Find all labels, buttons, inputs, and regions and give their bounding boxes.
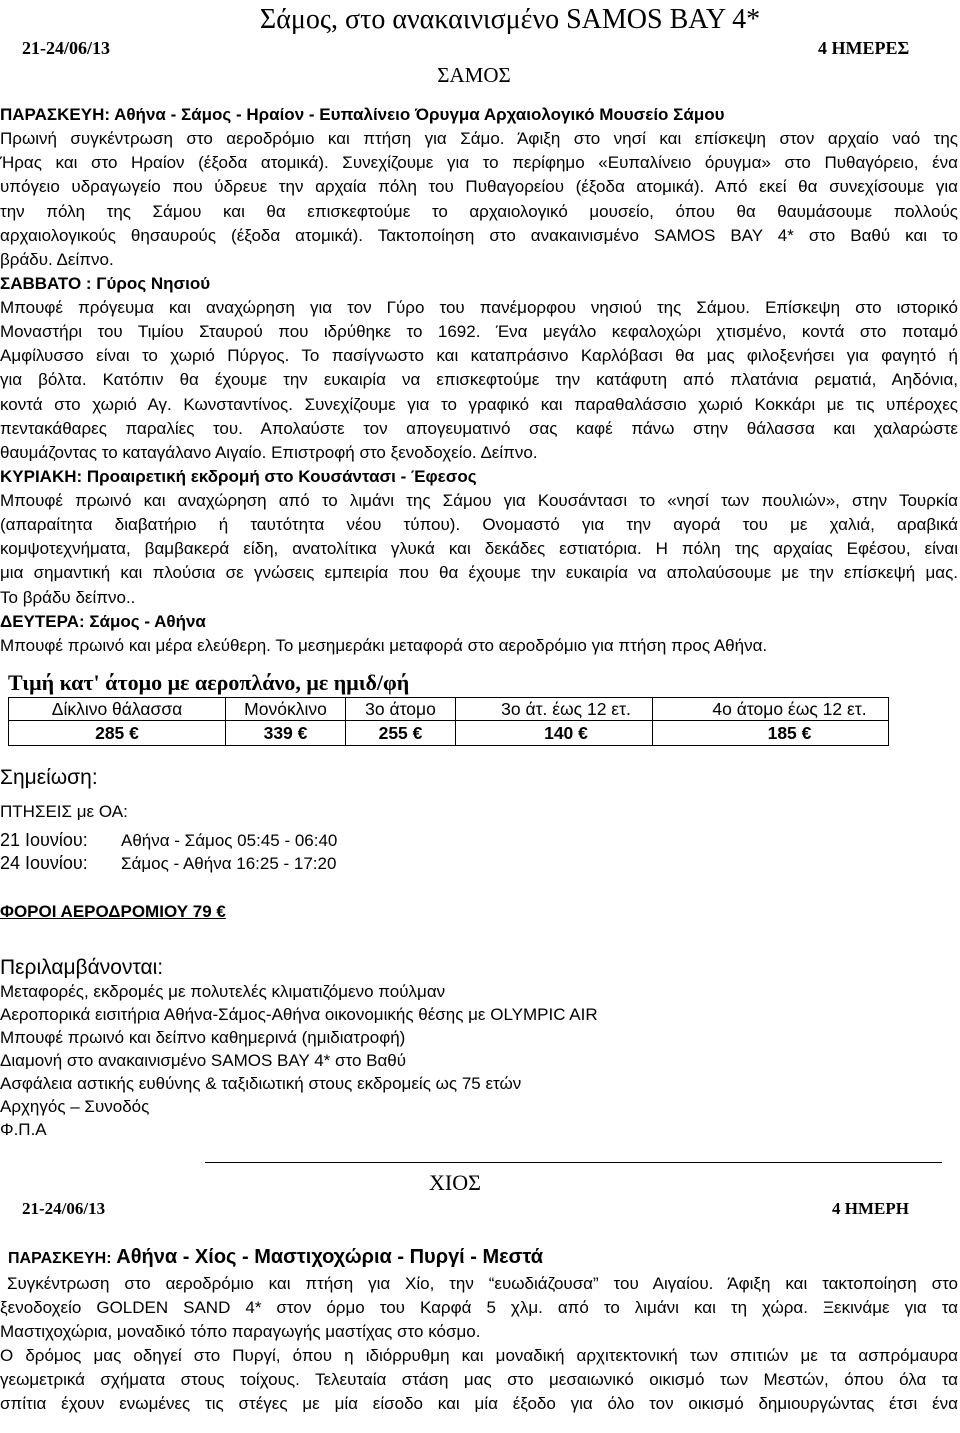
itinerary-line: κομψοτεχνήματα, βαμβακερά είδη, ανατολίτικα γλυκά και δεκάδες εστιατόρια. Η πόλη της αρχαίας Εφέσου, είναι xyxy=(0,539,958,559)
flight-date: 21 Ιουνίου: xyxy=(0,830,88,850)
airport-taxes: ΦΟΡΟΙ ΑΕΡΟΔΡΟΜΙΟΥ 79 € xyxy=(0,902,226,921)
chios-day-heading xyxy=(8,1243,543,1273)
itinerary-line: ξενοδοχείο GOLDEN SAND 4* στον όρμο του Καρφά 5 χλμ. από το λιμάνι και τη χώρα. Ξεκινάμε για τα xyxy=(0,1298,958,1317)
price-cell: 185 € xyxy=(653,721,889,746)
chios-duration: 4 ΗΜΕΡΗ xyxy=(832,1199,909,1218)
samos-itinerary xyxy=(0,103,958,658)
list-item: Φ.Π.Α xyxy=(0,1120,47,1139)
itinerary-line: βράδυ. Δείπνο. xyxy=(0,249,114,269)
samos-duration: 4 ΗΜΕΡΕΣ xyxy=(818,38,910,58)
price-cell: 140 € xyxy=(456,721,653,746)
itinerary-line: υπόγειο υδραγωγείο που ύδρευε την αρχαία πόλη του Πυθαγορείου (έξοδα ατομικά). Από εκεί θα συνεχίσουμε για xyxy=(0,177,958,197)
price-header-row xyxy=(9,698,889,721)
price-column-header: Δίκλινο θάλασσα xyxy=(9,698,226,721)
itinerary-line: Το βράδυ δείπνο.. xyxy=(0,587,136,607)
price-column-header: 3ο άτ. έως 12 ετ. xyxy=(456,698,653,721)
list-item: Αρχηγός – Συνοδός xyxy=(0,1097,150,1116)
day-heading-sunday: ΚΥΡΙΑΚΗ: Προαιρετική εκδρομή στο Κουσάντασι - Έφεσος xyxy=(0,466,477,486)
itinerary-line: την πόλη της Σάμου και θα επισκεφτούμε το αρχαιολογικό μουσείο, όπου θα θαυμάσουμε πολλούς xyxy=(0,201,958,221)
included-label: Περιλαμβάνονται: xyxy=(0,956,164,979)
note-label: Σημείωση: xyxy=(0,766,98,789)
itinerary-line: κοντά στο χωριό Αγ. Κωνσταντίνος. Συνεχίζουμε για το γραφικό και παραθαλάσσιο χωριό Κοκκάρι με τις υπέροχες xyxy=(0,394,958,414)
flight-route: Σάμος - Αθήνα 16:25 - 17:20 xyxy=(121,854,337,873)
itinerary-line: θαυμάζοντας το καταγάλανο Αιγαίο. Επιστροφή στο ξενοδοχείο. Δείπνο. xyxy=(0,442,538,462)
flight-date: 24 Ιουνίου: xyxy=(0,853,88,873)
itinerary-line: Μπουφέ πρωινό και αναχώρηση από το λιμάνι της Σάμου για Κουσάντασι το «νησί των πουλιών», στην Τουρκία xyxy=(0,491,958,510)
itinerary-line: Μπουφέ πρωινό και μέρα ελεύθερη. Το μεσημεράκι μεταφορά στο αεροδρόμιο για πτήση προς Αθήνα. xyxy=(0,635,768,655)
list-item: Μεταφορές, εκδρομές με πολυτελές κλιματιζόμενο πούλμαν xyxy=(0,982,446,1001)
list-item: Αεροπορικά εισιτήρια Αθήνα-Σάμος-Αθήνα οικονομικής θέσης με OLYMPIC AIR xyxy=(0,1005,598,1024)
chios-itinerary xyxy=(0,1272,958,1416)
chios-day-label: ΠΑΡΑΣΚΕΥΗ: xyxy=(8,1250,112,1267)
day-heading-friday: ΠΑΡΑΣΚΕΥΗ: Αθήνα - Σάμος - Ηραίον - Ευπαλίνειο Όρυγμα Αρχαιολογικό Μουσείο Σάμου xyxy=(0,105,725,124)
itinerary-line: γεωμετρικά σχήματα στους τοίχους. Τελευταία στάση μας στο μεσαιωνικό οικισμό των Μεστών, όπου όλα τα xyxy=(0,1370,958,1389)
flight-row xyxy=(0,852,336,875)
section-divider xyxy=(205,1162,942,1163)
itinerary-line: για βόλτα. Κατόπιν θα έχουμε την ευκαιρία να επισκεφτούμε την κατάφυτη από πλατάνια ρεματιά, Αηδόνια, xyxy=(0,370,958,390)
included-list xyxy=(0,980,958,1141)
itinerary-line: Ο δρόμος μας οδηγεί στο Πυργί, όπου η ιδιόρρυθμη και μοναδική αρχιτεκτονική των σπιτιών με τα ασπρόμαυρα xyxy=(0,1346,958,1365)
price-table xyxy=(8,697,889,746)
samos-dates: 21-24/06/13 xyxy=(22,38,110,58)
price-value-row xyxy=(9,721,889,746)
itinerary-line: Μοναστήρι του Τιμίου Σταυρού που ιδρύθηκε το 1692. Ένα μεγάλο κεφαλοχώρι χτισμένο, κοντά στο ποταμό xyxy=(0,322,958,342)
itinerary-line: μια σημαντική και πλούσια σε γνώσεις εμπειρία που θα έχουμε την ευκαιρία να απολαύσουμε με την επίσκεψή μας. xyxy=(0,563,958,583)
price-cell: 285 € xyxy=(9,721,226,746)
day-heading-monday: ΔΕΥΤΕΡΑ: Σάμος - Αθήνα xyxy=(0,611,206,631)
flights-label: ΠΤΗΣΕΙΣ με ΟΑ: xyxy=(0,802,128,821)
itinerary-line: Αμφίλυσσο είναι το χωριό Πύργος. Το πασίγνωστο και καταπράσινο Καρλόβασι θα μας φιλοξενήσει για φαγητό ή xyxy=(0,346,958,366)
itinerary-line: Μαστιχοχώρια, μοναδικό τόπο παραγωγής μαστίχας στο κόσμο. xyxy=(0,1322,481,1341)
list-item: Διαμονή στο ανακαινισμένο SAMOS BAY 4* στο Βαθύ xyxy=(0,1051,407,1070)
price-column-header: Μονόκλινο xyxy=(226,698,346,721)
itinerary-line: Μπουφέ πρόγευμα και αναχώρηση για τον Γύρο του πανέμορφου νησιού της Σάμου. Επίσκεψη στο ιστορικό xyxy=(0,298,958,317)
itinerary-line: αρχαιολογικούς θησαυρούς (έξοδα ατομικά). Τακτοποίηση στο ανακαινισμένο SAMOS BAY 4* στο Βαθύ και το xyxy=(0,225,958,245)
chios-destination: ΧΙΟΣ xyxy=(429,1170,481,1195)
chios-day-route: Αθήνα - Χίος - Μαστιχοχώρια - Πυργί - Μεστά xyxy=(116,1246,544,1268)
itinerary-line: Πρωινή συγκέντρωση στο αεροδρόμιο και πτήση για Σάμο. Άφιξη στο νησί και επίσκεψη στον αρχαίο ναό της xyxy=(0,129,958,149)
day-heading-saturday: ΣΑΒΒΑΤΟ : Γύρος Νησιού xyxy=(0,273,211,293)
flight-route: Αθήνα - Σάμος 05:45 - 06:40 xyxy=(121,831,338,850)
itinerary-line: (απαραίτητα διαβατήριο ή ταυτότητα νέου τύπου). Ονομαστό για την αγορά του με χαλιά, αραβικά xyxy=(0,515,958,535)
itinerary-line: σπίτια έχουν ενωμένες τις στέγες με μία είσοδο και μία έξοδο για όλο τον οικισμό δημιουργώντας έτσι ένα xyxy=(0,1394,958,1413)
list-item: Μπουφέ πρωινό και δείπνο καθημερινά (ημιδιατροφή) xyxy=(0,1028,406,1047)
chios-dates: 21-24/06/13 xyxy=(22,1199,106,1218)
price-column-header: 3ο άτομο xyxy=(346,698,456,721)
samos-destination: ΣΑΜΟΣ xyxy=(437,63,511,87)
page-title: Σάμος, στο ανακαινισμένο SAMOS BAY 4* xyxy=(259,4,761,35)
price-column-header: 4ο άτομο έως 12 ετ. xyxy=(653,698,889,721)
itinerary-line: πεντακάθαρες παραλίες του. Απολαύστε τον απογευματινό σας καφέ πάνω στην θάλασσα και χαλαρώστε xyxy=(0,418,958,438)
price-cell: 339 € xyxy=(226,721,346,746)
flight-row xyxy=(0,829,337,852)
list-item: Ασφάλεια αστικής ευθύνης & ταξιδιωτική στους εκδρομείς ως 75 ετών xyxy=(0,1074,522,1093)
itinerary-line: Ήρας και στο Ηραίον (έξοδα ατομικά). Συνεχίζουμε για το περίφημο «Ευπαλίνειο όρυγμα» στο Πυθαγόρειο, ένα xyxy=(0,153,958,173)
itinerary-line: Συγκέντρωση στο αεροδρόμιο και πτήση για Χίο, την “ευωδιάζουσα” του Αιγαίου. Άφιξη και τακτοποίηση στο xyxy=(7,1274,958,1293)
price-cell: 255 € xyxy=(346,721,456,746)
price-heading: Τιμή κατ' άτομο με αεροπλάνο, με ημιδ/φή xyxy=(8,670,410,695)
